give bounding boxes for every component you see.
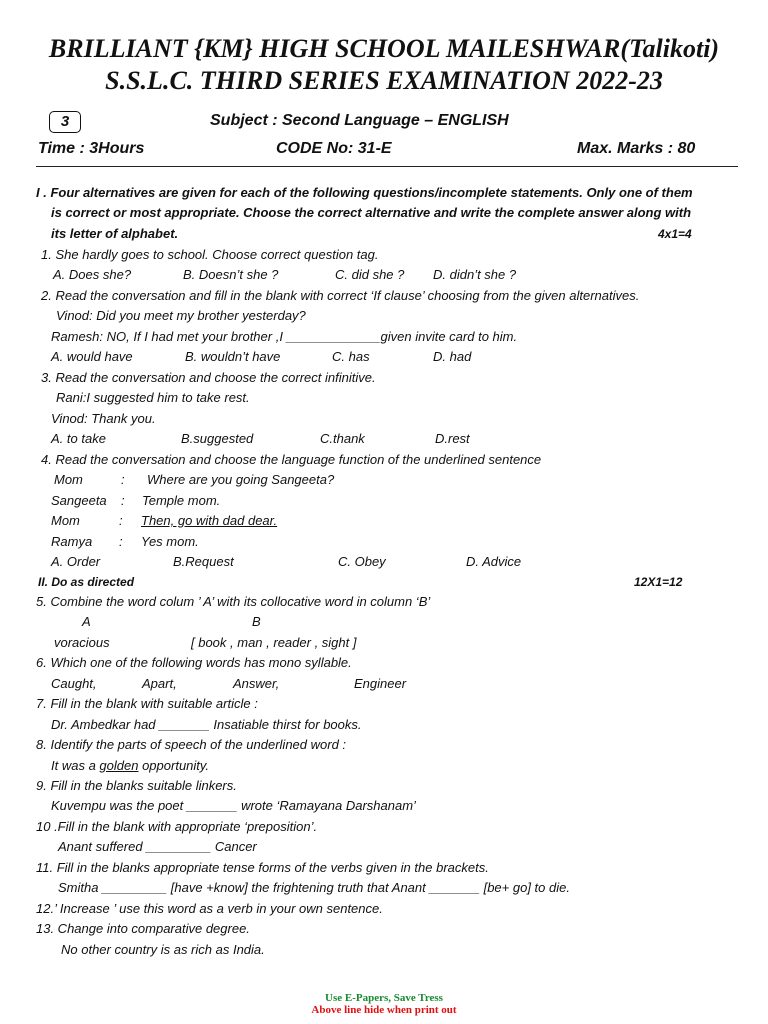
q3-dialogue-1: Rani:I suggested him to take rest. <box>56 390 250 405</box>
footer-line-1: Use E-Papers, Save Tress <box>325 992 443 1004</box>
exam-title: S.S.L.C. THIRD SERIES EXAMINATION 2022-23 <box>105 66 663 95</box>
q4-line: Yes mom. <box>141 534 199 549</box>
q5-text: 5. Combine the word colum ’ A’ with its collocative word in column ‘B’ <box>36 594 431 609</box>
q4-separator: : <box>119 534 123 549</box>
q9-line: Kuvempu was the poet _______ wrote ‘Ramayana Darshanam’ <box>51 798 416 813</box>
header-divider <box>36 166 738 167</box>
q5-word: voracious <box>54 635 110 650</box>
section1-instruction-3: its letter of alphabet. <box>51 226 179 241</box>
q1-option-c: C. did she ? <box>335 267 405 282</box>
code-label: CODE No: 31-E <box>276 140 392 157</box>
q1-option-a: A. Does she? <box>53 267 132 282</box>
q2-dialogue-2: Ramesh: NO, If I had met your brother ,I _____________given invite card to him. <box>51 329 518 344</box>
q4-line: Where are you going Sangeeta? <box>147 472 335 487</box>
q2-dialogue-1: Vinod: Did you meet my brother yesterday? <box>56 308 306 323</box>
q4-speaker: Sangeeta <box>51 493 107 508</box>
q7-text: 7. Fill in the blank with suitable article : <box>36 696 258 711</box>
q2-option-a: A. would have <box>51 349 133 364</box>
q1-option-b: B. Doesn’t she ? <box>183 267 279 282</box>
school-name: BRILLIANT {KM} HIGH SCHOOL MAILESHWAR(Talikoti) <box>48 34 720 63</box>
q11-text: 11. Fill in the blanks appropriate tense forms of the verbs given in the brackets. <box>36 860 489 875</box>
q12-text: 12.’ Increase ’ use this word as a verb in your own sentence. <box>36 901 383 916</box>
q2-option-c: C. has <box>332 349 370 364</box>
q4-line: Temple mom. <box>142 493 221 508</box>
q7-line: Dr. Ambedkar had _______ Insatiable thirst for books. <box>51 717 362 732</box>
q2-option-d: D. had <box>433 349 472 364</box>
paper-number-badge: 3 <box>49 111 81 133</box>
section2-heading: II. Do as directed <box>38 575 135 589</box>
subject-label: Subject : Second Language – ENGLISH <box>210 112 509 129</box>
q6-option: Engineer <box>354 676 407 691</box>
q8-text: 8. Identify the parts of speech of the underlined word : <box>36 737 347 752</box>
q4-speaker: Mom <box>54 472 83 487</box>
q4-speaker: Mom <box>51 513 80 528</box>
q4-underlined-line: Then, go with dad dear. <box>141 513 278 528</box>
q4-separator: : <box>119 513 123 528</box>
section1-instruction-1: I . Four alternatives are given for each of the following questions/incomplete statements. Only one of them <box>36 185 693 200</box>
q4-separator: : <box>121 472 125 487</box>
q3-text: 3. Read the conversation and choose the correct infinitive. <box>41 370 376 385</box>
q6-option: Caught, <box>51 676 97 691</box>
section1-marks: 4x1=4 <box>658 227 692 241</box>
q2-text: 2. Read the conversation and fill in the blank with correct ‘If clause’ choosing from the given alternatives. <box>41 288 640 303</box>
q2-option-b: B. wouldn’t have <box>185 349 281 364</box>
section1-instruction-2: is correct or most appropriate. Choose the correct alternative and write the complete answer along with <box>51 205 692 220</box>
q1-option-d: D. didn’t she ? <box>433 267 517 282</box>
q9-text: 9. Fill in the blanks suitable linkers. <box>36 778 237 793</box>
q3-dialogue-2: Vinod: Thank you. <box>51 411 156 426</box>
q8-underlined-word: golden <box>99 758 139 773</box>
q5-choices: [ book , man , reader , sight ] <box>191 635 357 650</box>
time-label: Time : 3Hours <box>38 140 145 157</box>
q1-text: 1. She hardly goes to school. Choose correct question tag. <box>41 247 379 262</box>
q11-line: Smitha _________ [have +know] the frightening truth that Anant _______ [be+ go] to die. <box>58 880 570 895</box>
q10-line: Anant suffered _________ Cancer <box>58 839 257 854</box>
q4-speaker: Ramya <box>51 534 93 549</box>
q4-separator: : <box>121 493 125 508</box>
q4-option-d: D. Advice <box>466 554 522 569</box>
section2-marks: 12X1=12 <box>634 575 683 589</box>
q4-text: 4. Read the conversation and choose the language function of the underlined sentence <box>41 452 542 467</box>
q6-option: Answer, <box>233 676 280 691</box>
q5-column-a: A <box>82 614 91 629</box>
q13-text: 13. Change into comparative degree. <box>36 921 250 936</box>
q6-option: Apart, <box>142 676 177 691</box>
footer-line-2: Above line hide when print out <box>311 1004 457 1016</box>
q6-text: 6. Which one of the following words has mono syllable. <box>36 655 352 670</box>
q3-option-b: B.suggested <box>181 431 254 446</box>
q4-option-a: A. Order <box>51 554 101 569</box>
q5-column-b: B <box>252 614 261 629</box>
q13-line: No other country is as rich as India. <box>61 942 265 957</box>
q8-line: It was a golden opportunity. <box>51 758 210 773</box>
q4-option-b: B.Request <box>173 554 234 569</box>
q3-option-d: D.rest <box>435 431 470 446</box>
q4-option-c: C. Obey <box>338 554 386 569</box>
q10-text: 10 .Fill in the blank with appropriate ‘preposition’. <box>36 819 318 834</box>
max-marks-label: Max. Marks : 80 <box>577 140 696 157</box>
q3-option-c: C.thank <box>320 431 365 446</box>
q3-option-a: A. to take <box>51 431 106 446</box>
